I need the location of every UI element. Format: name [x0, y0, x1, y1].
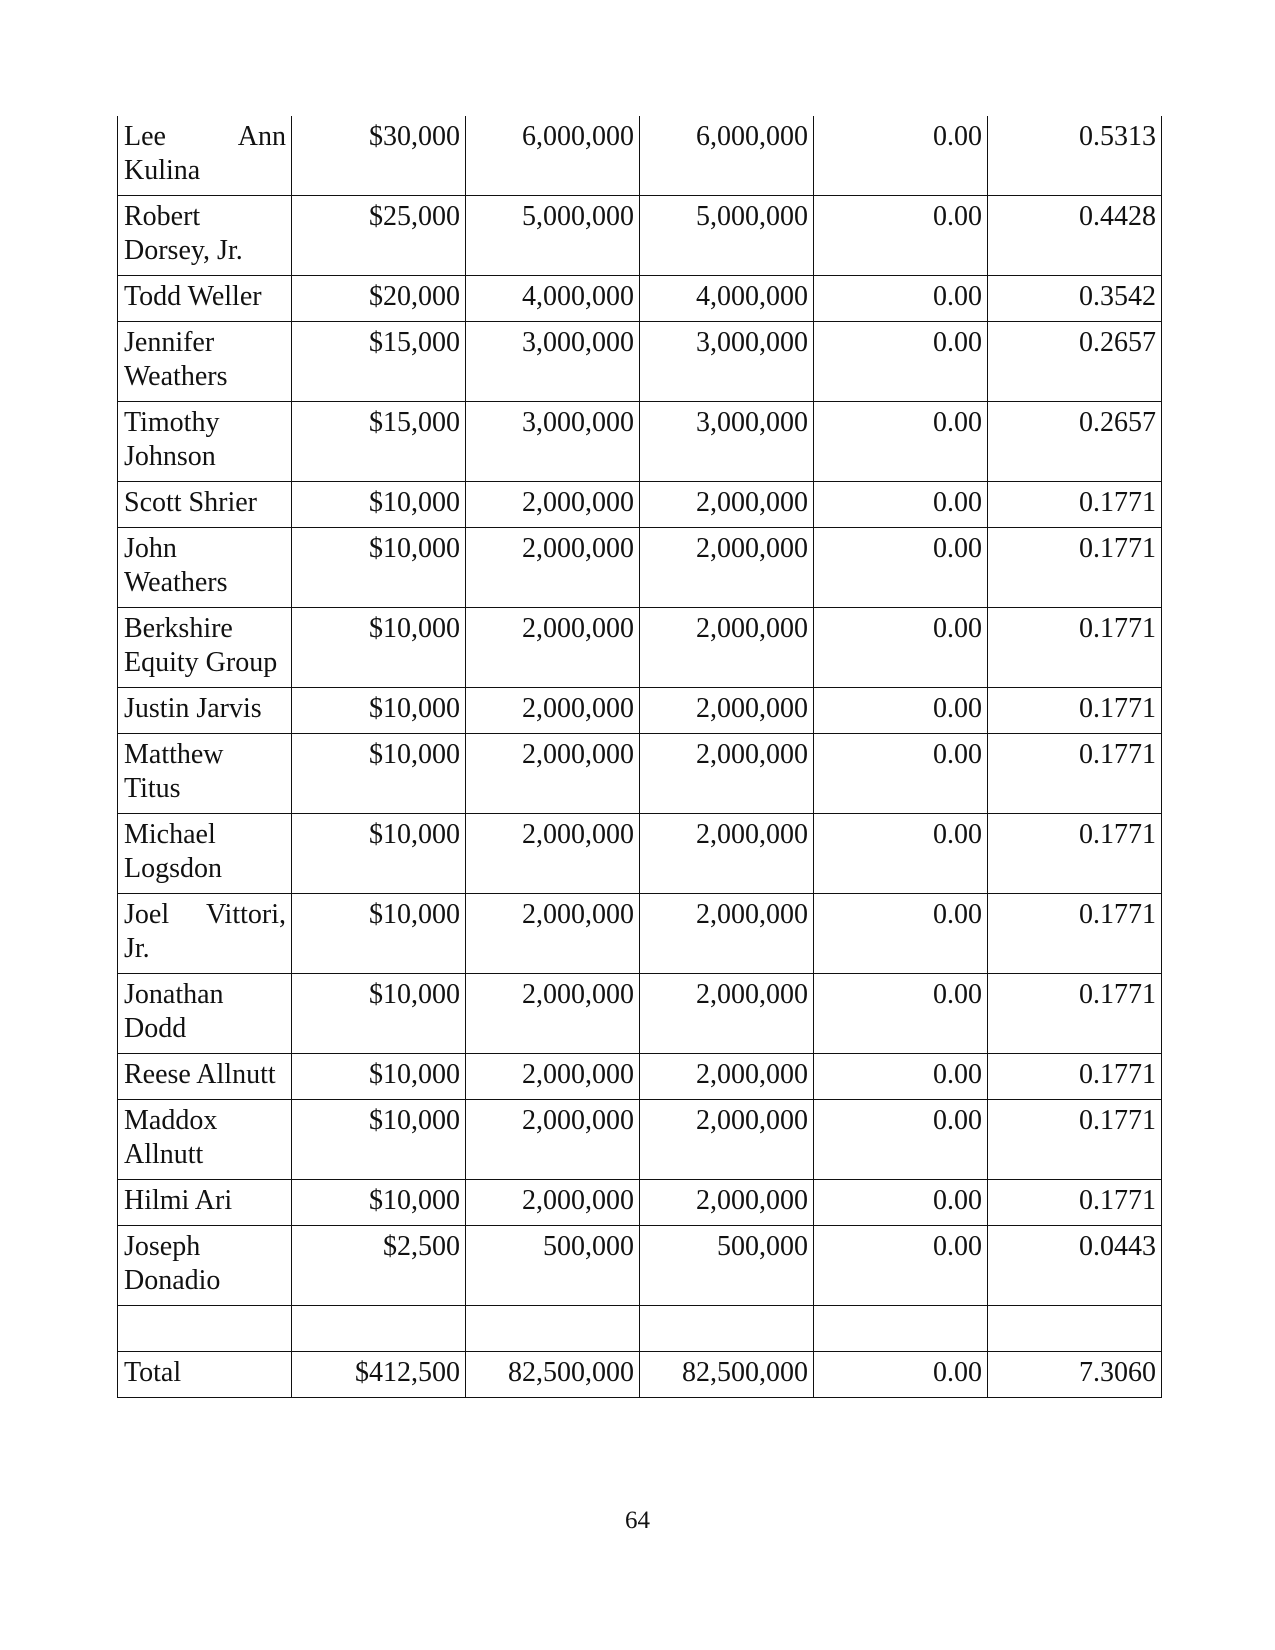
name-cell	[118, 1306, 292, 1352]
shares-total-cell: 82,500,000	[640, 1352, 814, 1398]
shares-cell: 2,000,000	[466, 1180, 640, 1226]
amount-cell: $10,000	[292, 482, 466, 528]
name-cell: Berkshire Equity Group	[118, 608, 292, 688]
percent-cell: 0.1771	[988, 528, 1162, 608]
name-cell: Maddox Allnutt	[118, 1100, 292, 1180]
shares-total-cell: 2,000,000	[640, 1180, 814, 1226]
value-cell: 0.00	[814, 1352, 988, 1398]
table-row	[118, 1306, 1162, 1352]
shares-total-cell: 6,000,000	[640, 116, 814, 196]
amount-cell: $20,000	[292, 276, 466, 322]
shares-cell: 2,000,000	[466, 814, 640, 894]
shares-total-cell: 2,000,000	[640, 974, 814, 1054]
shares-total-cell: 2,000,000	[640, 1100, 814, 1180]
shares-cell: 2,000,000	[466, 1054, 640, 1100]
value-cell: 0.00	[814, 1180, 988, 1226]
percent-cell: 0.2657	[988, 322, 1162, 402]
table-row	[118, 734, 1162, 814]
percent-cell: 0.5313	[988, 116, 1162, 196]
table-body	[118, 116, 1162, 1398]
table-row	[118, 116, 1162, 196]
amount-cell: $15,000	[292, 322, 466, 402]
shares-cell: 2,000,000	[466, 894, 640, 974]
amount-cell: $10,000	[292, 528, 466, 608]
shareholder-table	[117, 116, 1162, 1398]
percent-cell: 0.1771	[988, 894, 1162, 974]
table-row	[118, 814, 1162, 894]
shares-cell: 500,000	[466, 1226, 640, 1306]
amount-cell: $10,000	[292, 688, 466, 734]
shares-cell: 2,000,000	[466, 688, 640, 734]
shares-cell: 2,000,000	[466, 482, 640, 528]
percent-cell: 0.3542	[988, 276, 1162, 322]
amount-cell: $10,000	[292, 608, 466, 688]
name-cell: Matthew Titus	[118, 734, 292, 814]
table-row	[118, 276, 1162, 322]
amount-cell: $10,000	[292, 1180, 466, 1226]
percent-cell: 0.1771	[988, 734, 1162, 814]
name-cell: Joel Vittori, Jr.	[118, 894, 292, 974]
table-row	[118, 322, 1162, 402]
amount-cell: $10,000	[292, 734, 466, 814]
table-row	[118, 894, 1162, 974]
amount-cell: $10,000	[292, 894, 466, 974]
shares-total-cell: 2,000,000	[640, 894, 814, 974]
value-cell: 0.00	[814, 116, 988, 196]
amount-cell: $30,000	[292, 116, 466, 196]
value-cell	[814, 1306, 988, 1352]
value-cell: 0.00	[814, 688, 988, 734]
table-row	[118, 528, 1162, 608]
value-cell: 0.00	[814, 482, 988, 528]
shares-cell: 82,500,000	[466, 1352, 640, 1398]
name-cell: Jennifer Weathers	[118, 322, 292, 402]
total-row	[118, 1352, 1162, 1398]
shares-cell: 2,000,000	[466, 528, 640, 608]
page-number: 64	[625, 1507, 650, 1534]
name-cell: Total	[118, 1352, 292, 1398]
name-cell: Jonathan Dodd	[118, 974, 292, 1054]
shares-cell: 6,000,000	[466, 116, 640, 196]
table-row	[118, 1100, 1162, 1180]
table-row	[118, 402, 1162, 482]
percent-cell	[988, 1306, 1162, 1352]
table-row	[118, 688, 1162, 734]
shares-total-cell: 2,000,000	[640, 528, 814, 608]
shares-cell: 2,000,000	[466, 1100, 640, 1180]
value-cell: 0.00	[814, 1226, 988, 1306]
name-cell: Justin Jarvis	[118, 688, 292, 734]
amount-cell: $2,500	[292, 1226, 466, 1306]
shares-total-cell: 3,000,000	[640, 402, 814, 482]
percent-cell: 0.1771	[988, 608, 1162, 688]
name-cell: John Weathers	[118, 528, 292, 608]
percent-cell: 0.1771	[988, 688, 1162, 734]
shares-total-cell: 3,000,000	[640, 322, 814, 402]
table-row	[118, 482, 1162, 528]
name-cell: Robert Dorsey, Jr.	[118, 196, 292, 276]
percent-cell: 0.1771	[988, 974, 1162, 1054]
value-cell: 0.00	[814, 608, 988, 688]
percent-cell: 0.4428	[988, 196, 1162, 276]
amount-cell: $412,500	[292, 1352, 466, 1398]
shares-total-cell: 2,000,000	[640, 734, 814, 814]
table-row	[118, 1226, 1162, 1306]
percent-cell: 0.1771	[988, 482, 1162, 528]
shares-total-cell: 500,000	[640, 1226, 814, 1306]
shares-total-cell: 2,000,000	[640, 1054, 814, 1100]
shares-cell: 5,000,000	[466, 196, 640, 276]
value-cell: 0.00	[814, 1100, 988, 1180]
shares-total-cell: 2,000,000	[640, 482, 814, 528]
amount-cell: $10,000	[292, 1054, 466, 1100]
shares-cell: 2,000,000	[466, 974, 640, 1054]
amount-cell: $10,000	[292, 814, 466, 894]
name-cell: Joseph Donadio	[118, 1226, 292, 1306]
percent-cell: 0.2657	[988, 402, 1162, 482]
shares-total-cell: 4,000,000	[640, 276, 814, 322]
percent-cell: 0.0443	[988, 1226, 1162, 1306]
value-cell: 0.00	[814, 402, 988, 482]
name-cell: Hilmi Ari	[118, 1180, 292, 1226]
value-cell: 0.00	[814, 814, 988, 894]
value-cell: 0.00	[814, 276, 988, 322]
value-cell: 0.00	[814, 734, 988, 814]
percent-cell: 0.1771	[988, 1054, 1162, 1100]
name-cell: Todd Weller	[118, 276, 292, 322]
shares-cell: 3,000,000	[466, 402, 640, 482]
value-cell: 0.00	[814, 196, 988, 276]
shares-cell: 4,000,000	[466, 276, 640, 322]
name-cell: Michael Logsdon	[118, 814, 292, 894]
shares-cell: 2,000,000	[466, 608, 640, 688]
amount-cell: $15,000	[292, 402, 466, 482]
table-row	[118, 1180, 1162, 1226]
percent-cell: 7.3060	[988, 1352, 1162, 1398]
percent-cell: 0.1771	[988, 1100, 1162, 1180]
shares-total-cell: 5,000,000	[640, 196, 814, 276]
name-cell: Lee Ann Kulina	[118, 116, 292, 196]
percent-cell: 0.1771	[988, 814, 1162, 894]
name-cell: Timothy Johnson	[118, 402, 292, 482]
shares-total-cell	[640, 1306, 814, 1352]
name-cell: Scott Shrier	[118, 482, 292, 528]
shares-total-cell: 2,000,000	[640, 688, 814, 734]
shares-cell: 2,000,000	[466, 734, 640, 814]
amount-cell	[292, 1306, 466, 1352]
shares-cell: 3,000,000	[466, 322, 640, 402]
value-cell: 0.00	[814, 894, 988, 974]
amount-cell: $25,000	[292, 196, 466, 276]
value-cell: 0.00	[814, 974, 988, 1054]
shares-cell	[466, 1306, 640, 1352]
amount-cell: $10,000	[292, 974, 466, 1054]
table-row	[118, 196, 1162, 276]
shares-total-cell: 2,000,000	[640, 608, 814, 688]
table-row	[118, 974, 1162, 1054]
value-cell: 0.00	[814, 528, 988, 608]
table-row	[118, 1054, 1162, 1100]
percent-cell: 0.1771	[988, 1180, 1162, 1226]
value-cell: 0.00	[814, 1054, 988, 1100]
shares-total-cell: 2,000,000	[640, 814, 814, 894]
amount-cell: $10,000	[292, 1100, 466, 1180]
table-row	[118, 608, 1162, 688]
name-cell: Reese Allnutt	[118, 1054, 292, 1100]
value-cell: 0.00	[814, 322, 988, 402]
